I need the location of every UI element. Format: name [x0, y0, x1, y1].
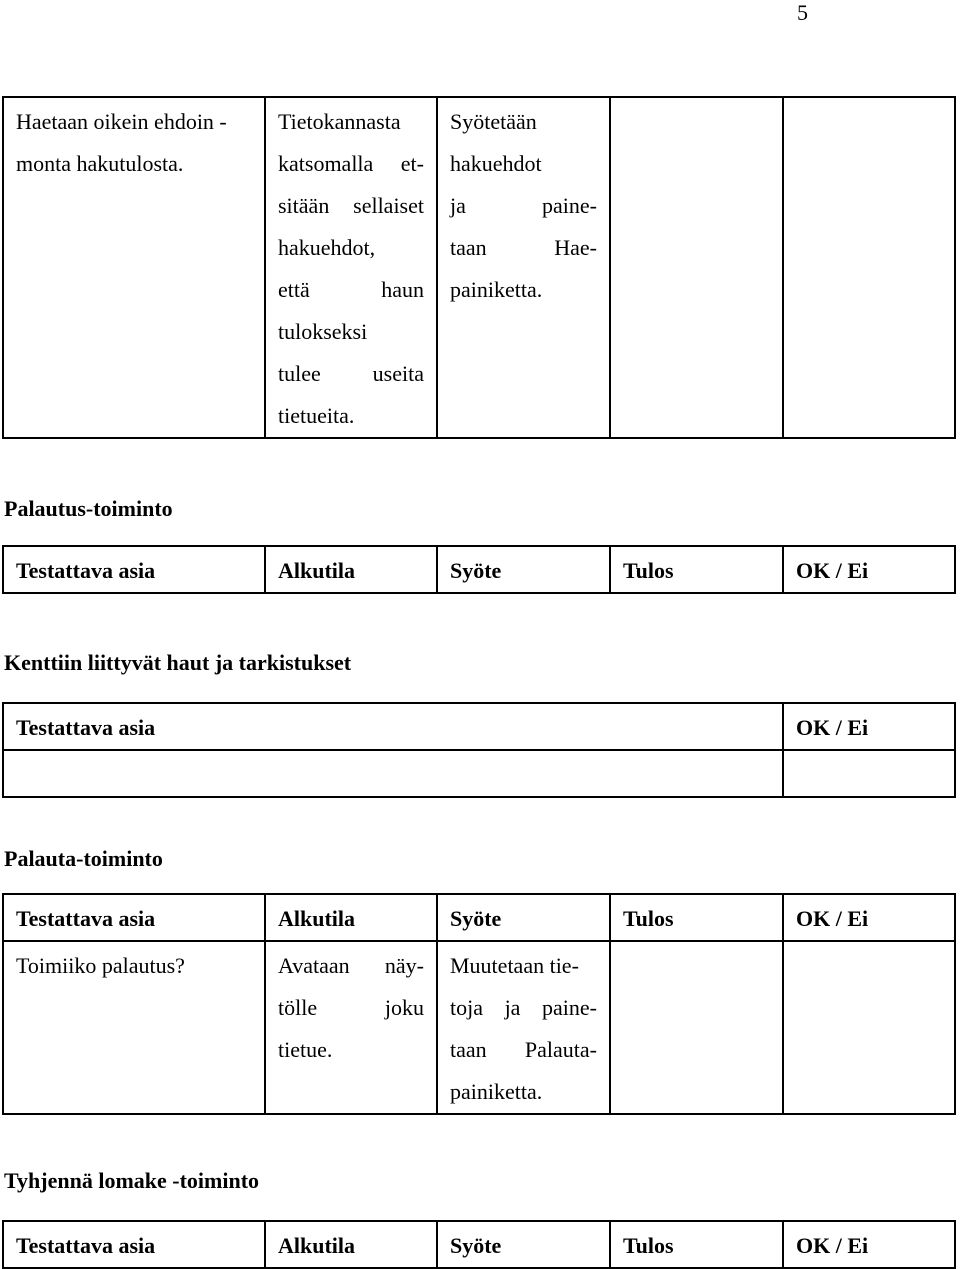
cell-syote — [437, 97, 610, 438]
cell-line: hakuehdot, — [278, 235, 376, 260]
cell-line: painiketta. — [450, 277, 543, 302]
cell-syote — [437, 941, 610, 1114]
header-tulos: Tulos — [610, 1221, 783, 1268]
haku-table-continued — [2, 96, 956, 439]
header-syote: Syöte — [437, 894, 610, 941]
cell-testattava-asia: Toimiiko palautus? — [3, 941, 265, 1114]
table-row — [3, 750, 955, 797]
cell-line: Tietokannasta — [278, 109, 401, 134]
table-row — [3, 941, 955, 1114]
cell-line: katsomalla et- — [278, 151, 424, 176]
cell-line: taan Palauta- — [450, 1037, 597, 1062]
section-heading-palautus: Palautus-toiminto — [4, 496, 173, 521]
header-alkutila: Alkutila — [265, 1221, 437, 1268]
cell-line: tölle joku — [278, 995, 424, 1020]
table-row — [3, 97, 955, 438]
header-tulos: Tulos — [610, 894, 783, 941]
kenttiin-table — [2, 702, 956, 798]
section-heading-tyhjenna: Tyhjennä lomake -toiminto — [4, 1168, 260, 1193]
cell-tulos — [610, 941, 783, 1114]
cell-testattava-asia — [3, 97, 265, 438]
header-ok-ei: OK / Ei — [783, 1221, 955, 1268]
cell-line: sitään sellaiset — [278, 193, 424, 218]
cell-line: Avataan näy- — [278, 953, 424, 978]
header-testattava-asia: Testattava asia — [3, 894, 265, 941]
header-alkutila: Alkutila — [265, 546, 437, 593]
table-header-row — [3, 546, 955, 593]
cell-line: tietue. — [278, 1037, 333, 1062]
header-alkutila: Alkutila — [265, 894, 437, 941]
header-ok-ei: OK / Ei — [783, 894, 955, 941]
table-header-row — [3, 894, 955, 941]
header-testattava-asia: Testattava asia — [3, 546, 265, 593]
header-testattava-asia: Testattava asia — [3, 1221, 265, 1268]
cell-alkutila — [265, 97, 437, 438]
header-syote: Syöte — [437, 1221, 610, 1268]
cell-alkutila — [265, 941, 437, 1114]
section-heading-kenttiin: Kenttiin liittyvät haut ja tarkistukset — [4, 650, 352, 675]
cell-line: Syötetään — [450, 109, 537, 134]
cell-testattava-asia — [3, 750, 783, 797]
cell-line: ja paine- — [450, 193, 597, 218]
cell-tulos — [610, 97, 783, 438]
header-testattava-asia: Testattava asia — [3, 703, 783, 750]
cell-ok-ei — [783, 750, 955, 797]
cell-line: Haetaan oikein ehdoin - — [16, 109, 227, 134]
header-ok-ei: OK / Ei — [783, 546, 955, 593]
palauta-table — [2, 893, 956, 1115]
page-number: 5 — [797, 0, 808, 25]
cell-line: taan Hae- — [450, 235, 597, 260]
cell-line: tietueita. — [278, 403, 355, 428]
cell-line: tulokseksi — [278, 319, 368, 344]
table-header-row — [3, 1221, 955, 1268]
cell-ok-ei — [783, 941, 955, 1114]
cell-line: painiketta. — [450, 1079, 543, 1104]
cell-ok-ei — [783, 97, 955, 438]
header-tulos: Tulos — [610, 546, 783, 593]
section-heading-palauta: Palauta-toiminto — [4, 846, 163, 871]
header-ok-ei: OK / Ei — [783, 703, 955, 750]
table-header-row — [3, 703, 955, 750]
cell-line: tulee useita — [278, 361, 424, 386]
tyhjenna-table — [2, 1220, 956, 1269]
palautus-table — [2, 545, 956, 594]
cell-line: Muutetaan tie- — [450, 953, 579, 978]
header-syote: Syöte — [437, 546, 610, 593]
cell-line: monta hakutulosta. — [16, 151, 184, 176]
cell-line: hakuehdot — [450, 151, 542, 176]
cell-line: toja ja paine- — [450, 995, 597, 1020]
cell-line: että haun — [278, 277, 424, 302]
